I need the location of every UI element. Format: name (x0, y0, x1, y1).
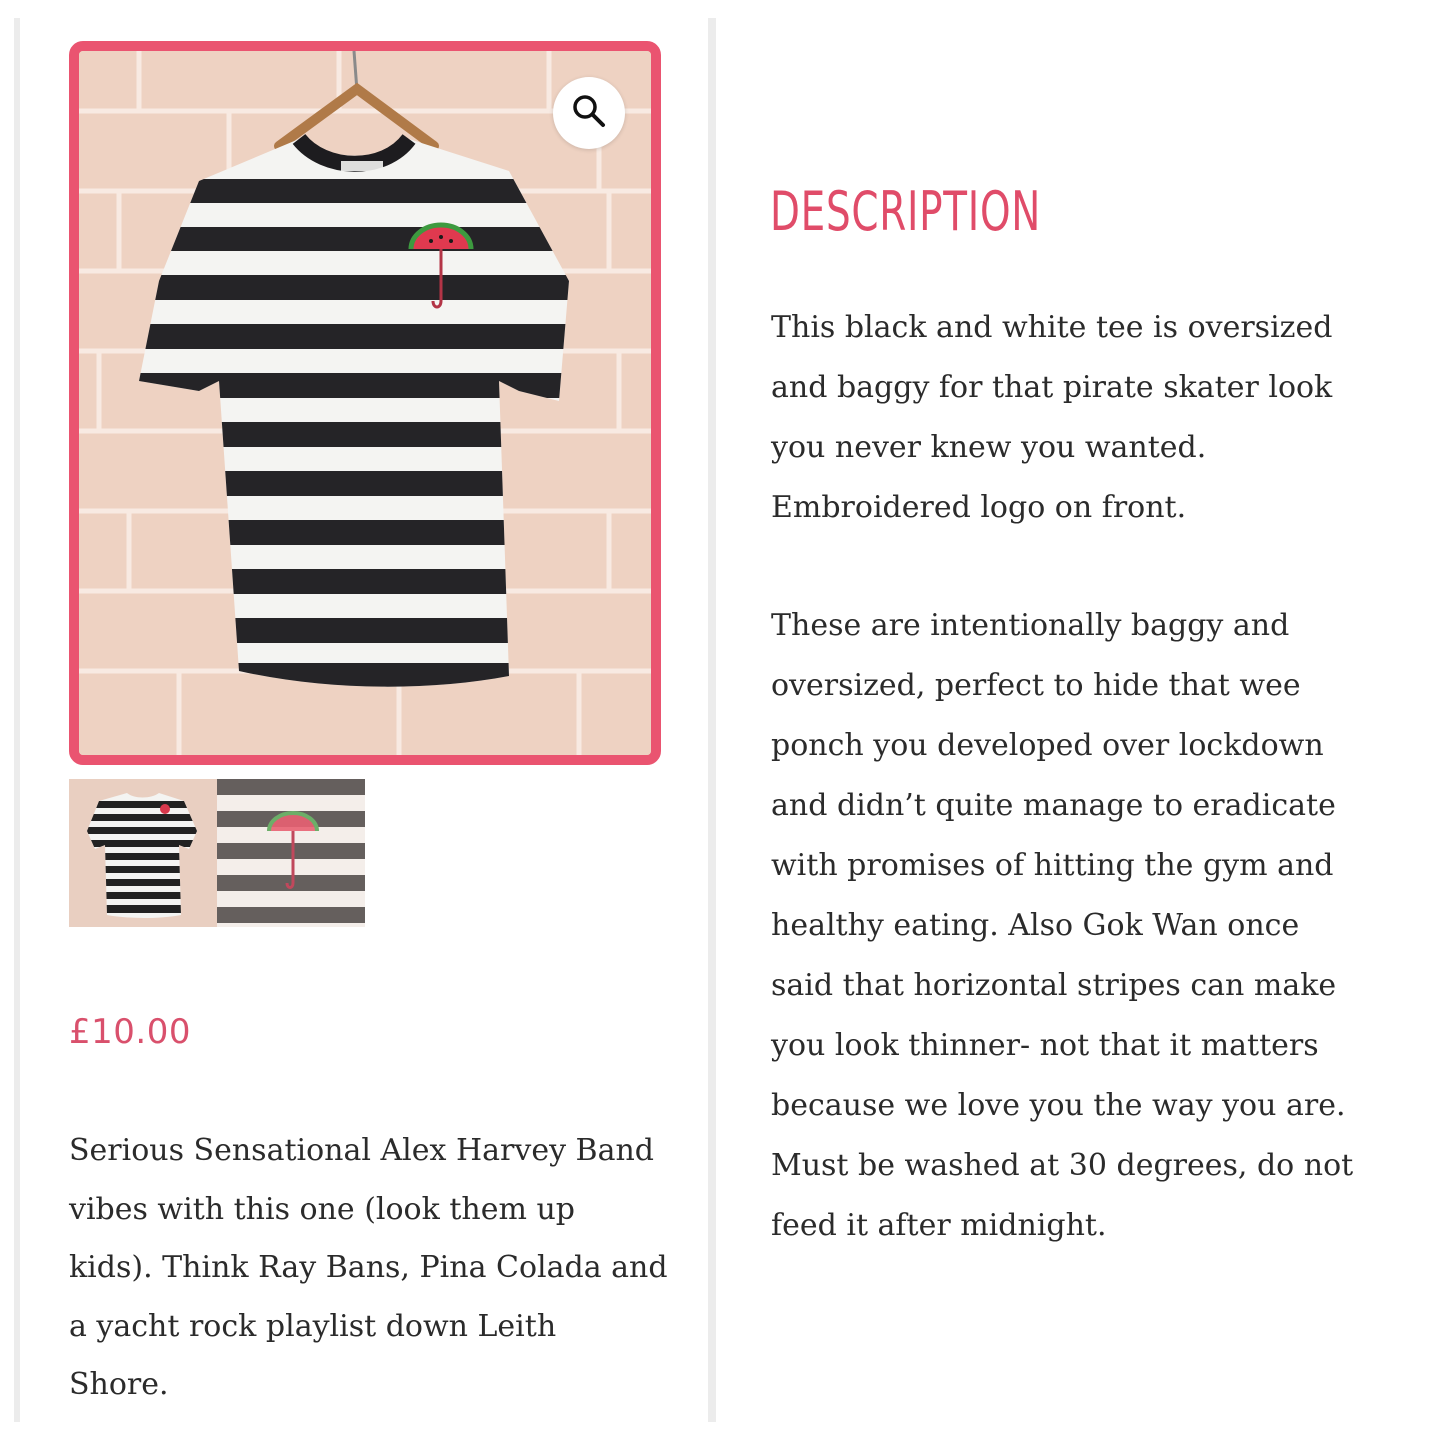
gallery-thumbnail-2[interactable] (217, 779, 365, 927)
main-product-image[interactable] (69, 41, 661, 765)
gallery-thumbnail-1[interactable] (69, 779, 217, 927)
description-paragraph-1: This black and white tee is oversized and baggy for that pirate skater look you never knew you wanted. Embroidered logo on front. (771, 310, 1333, 525)
panel-divider (708, 18, 714, 1422)
thumbnail-shirt-image (69, 779, 217, 927)
striped-tshirt-photo (79, 51, 651, 755)
thumbnail-logo-closeup-image (217, 779, 365, 927)
description-heading: DESCRIPTION (770, 180, 1042, 243)
product-price: £10.00 (69, 1012, 191, 1052)
search-icon (570, 92, 608, 134)
description-paragraph-2: These are intentionally baggy and oversized, perfect to hide that wee ponch you developed over lockdown and didn’t quite manage to eradicate with promises of hitting the gym and healthy eating. Also Gok Wan once said that horizontal stripes can make you look thinner- not that it matters because we love you the way you are. Must be washed at 30 degrees, do not feed it after midnight. (771, 608, 1354, 1243)
zoom-button[interactable] (553, 77, 625, 149)
product-short-description: Serious Sensational Alex Harvey Band vibes with this one (look them up kids). Think Ray Bans, Pina Colada and a yacht rock playlist down Leith Shore. (69, 1133, 668, 1402)
